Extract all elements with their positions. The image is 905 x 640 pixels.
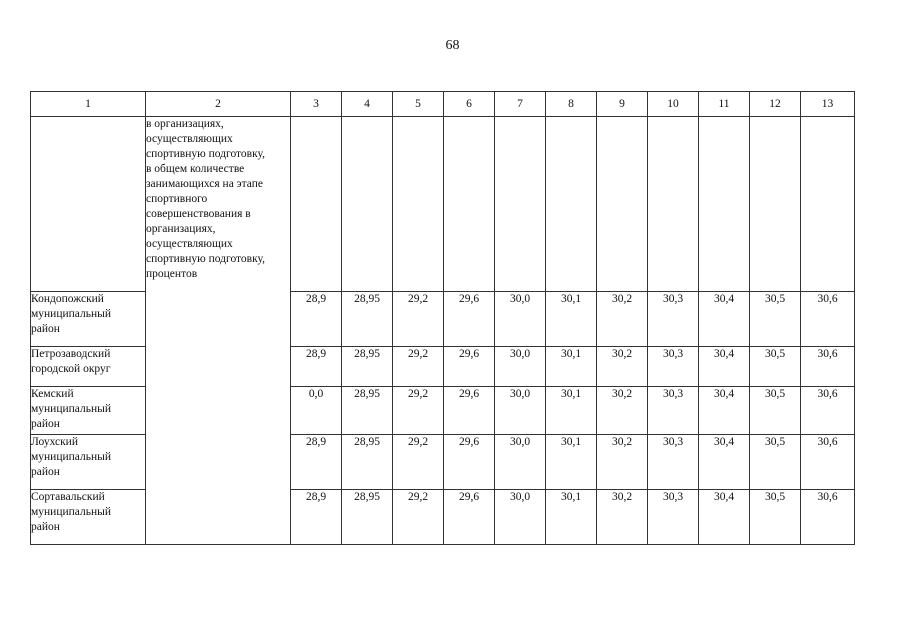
empty-cell xyxy=(699,117,750,292)
value-cell: 29,6 xyxy=(444,490,495,545)
value-cell: 0,0 xyxy=(291,387,342,435)
empty-cell xyxy=(648,117,699,292)
column-number-cell: 8 xyxy=(546,92,597,117)
value-cell: 30,3 xyxy=(648,347,699,387)
district-name: Лоухский муниципальный район xyxy=(31,435,146,490)
value-cell: 30,5 xyxy=(750,347,801,387)
column-number-cell: 3 xyxy=(291,92,342,117)
value-cell: 28,95 xyxy=(342,435,393,490)
column-number-cell: 4 xyxy=(342,92,393,117)
empty-cell xyxy=(597,117,648,292)
empty-cell xyxy=(291,117,342,292)
empty-cell xyxy=(801,117,855,292)
value-cell: 29,2 xyxy=(393,292,444,347)
value-cell: 30,5 xyxy=(750,387,801,435)
value-cell: 30,1 xyxy=(546,292,597,347)
value-cell: 30,4 xyxy=(699,347,750,387)
column-number-cell: 5 xyxy=(393,92,444,117)
value-cell: 30,3 xyxy=(648,387,699,435)
value-cell: 30,5 xyxy=(750,292,801,347)
value-cell: 29,6 xyxy=(444,435,495,490)
value-cell: 30,6 xyxy=(801,490,855,545)
value-cell: 28,95 xyxy=(342,292,393,347)
column-number-cell: 9 xyxy=(597,92,648,117)
empty-cell xyxy=(342,117,393,292)
indicator-description-row xyxy=(31,117,855,292)
value-cell: 30,2 xyxy=(597,387,648,435)
value-cell: 30,2 xyxy=(597,490,648,545)
value-cell: 30,4 xyxy=(699,387,750,435)
empty-cell xyxy=(750,117,801,292)
value-cell: 29,2 xyxy=(393,387,444,435)
column-number-cell: 1 xyxy=(31,92,146,117)
value-cell: 29,2 xyxy=(393,347,444,387)
value-cell: 30,1 xyxy=(546,490,597,545)
value-cell: 30,0 xyxy=(495,387,546,435)
value-cell: 28,9 xyxy=(291,347,342,387)
value-cell: 29,6 xyxy=(444,387,495,435)
value-cell: 30,6 xyxy=(801,292,855,347)
value-cell: 30,3 xyxy=(648,490,699,545)
empty-cell xyxy=(495,117,546,292)
value-cell: 28,95 xyxy=(342,387,393,435)
column-number-cell: 6 xyxy=(444,92,495,117)
value-cell: 30,6 xyxy=(801,435,855,490)
value-cell: 30,3 xyxy=(648,292,699,347)
column-number-cell: 2 xyxy=(146,92,291,117)
district-name: Кемский муниципальный район xyxy=(31,387,146,435)
value-cell: 30,5 xyxy=(750,435,801,490)
page-number: 68 xyxy=(445,38,460,53)
indicator-table xyxy=(30,91,855,545)
value-cell: 30,1 xyxy=(546,347,597,387)
value-cell: 28,9 xyxy=(291,292,342,347)
value-cell: 30,5 xyxy=(750,490,801,545)
district-name: Кондопожский муниципальный район xyxy=(31,292,146,347)
empty-cell xyxy=(393,117,444,292)
value-cell: 30,1 xyxy=(546,387,597,435)
district-name: Петрозаводский городской округ xyxy=(31,347,146,387)
value-cell: 29,6 xyxy=(444,347,495,387)
value-cell: 30,6 xyxy=(801,387,855,435)
indicator-description: в организациях, осуществляющих спортивную подготовку, в общем количестве занимающихся на этапе спортивного совершенствования в организациях, осуществляющих спортивную подготовку, процентов xyxy=(146,117,291,545)
column-number-cell: 12 xyxy=(750,92,801,117)
value-cell: 30,4 xyxy=(699,490,750,545)
column-number-cell: 11 xyxy=(699,92,750,117)
value-cell: 30,2 xyxy=(597,435,648,490)
value-cell: 30,2 xyxy=(597,347,648,387)
value-cell: 29,6 xyxy=(444,292,495,347)
value-cell: 30,4 xyxy=(699,292,750,347)
value-cell: 28,9 xyxy=(291,435,342,490)
value-cell: 30,6 xyxy=(801,347,855,387)
empty-cell xyxy=(31,117,146,292)
value-cell: 30,2 xyxy=(597,292,648,347)
value-cell: 30,1 xyxy=(546,435,597,490)
value-cell: 28,95 xyxy=(342,347,393,387)
value-cell: 29,2 xyxy=(393,490,444,545)
empty-cell xyxy=(444,117,495,292)
value-cell: 28,95 xyxy=(342,490,393,545)
column-number-cell: 7 xyxy=(495,92,546,117)
value-cell: 30,4 xyxy=(699,435,750,490)
district-name: Сортавальский муниципальный район xyxy=(31,490,146,545)
column-number-cell: 10 xyxy=(648,92,699,117)
column-number-cell: 13 xyxy=(801,92,855,117)
value-cell: 30,0 xyxy=(495,292,546,347)
value-cell: 30,3 xyxy=(648,435,699,490)
value-cell: 30,0 xyxy=(495,347,546,387)
value-cell: 30,0 xyxy=(495,435,546,490)
value-cell: 29,2 xyxy=(393,435,444,490)
value-cell: 28,9 xyxy=(291,490,342,545)
column-number-row xyxy=(31,92,855,117)
value-cell: 30,0 xyxy=(495,490,546,545)
empty-cell xyxy=(546,117,597,292)
